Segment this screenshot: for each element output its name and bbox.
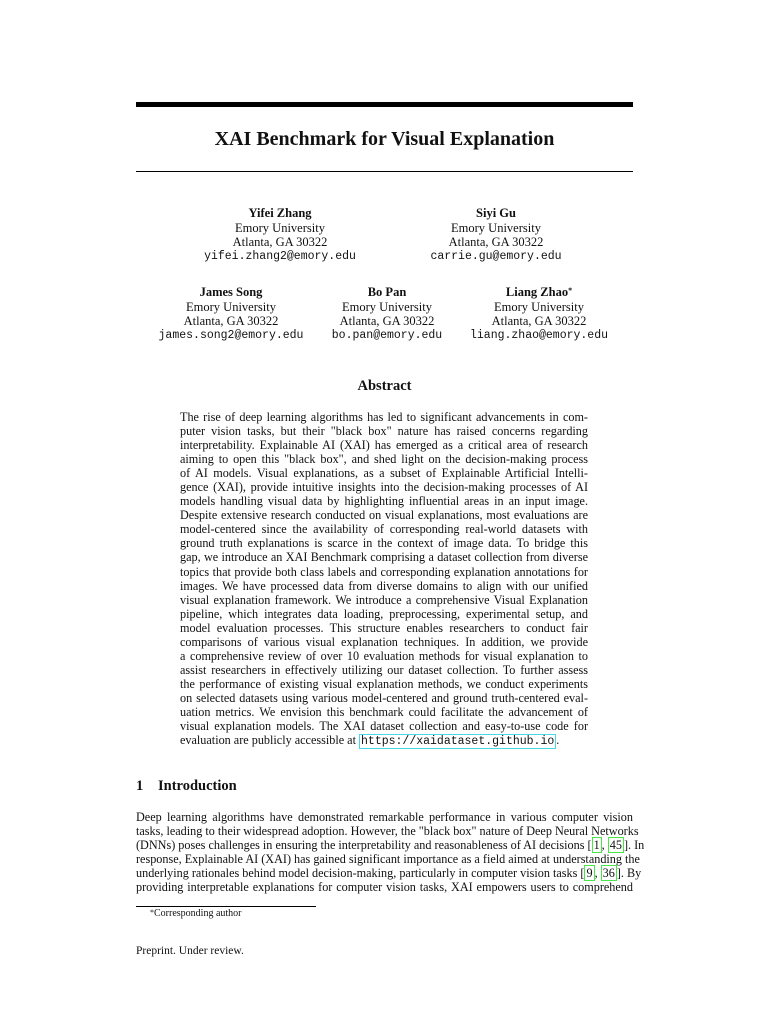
author-location: Atlanta, GA 30322 (232, 235, 328, 249)
section-heading-introduction (136, 778, 237, 795)
author-affiliation: Emory University (235, 220, 325, 235)
author-affiliation: Emory University (451, 220, 541, 235)
abstract-last-line (180, 733, 588, 747)
abstract-line: Despite extensive research conducted on visual explanations, most evaluations are (180, 508, 588, 523)
abstract-line: images. We have processed data from diverse domains to align with our unified (180, 578, 588, 593)
author-location: Atlanta, GA 30322 (491, 314, 587, 328)
abstract-line: aiming to open this "black box", and shed light on the decision-making process (180, 452, 588, 467)
author-location: Atlanta, GA 30322 (339, 314, 435, 328)
citation-link[interactable]: 1 (593, 838, 600, 853)
intro-line: tasks, leading to their widespread adoption. However, the "black box" nature of Deep Neural Networks (136, 824, 639, 839)
abstract-body (180, 410, 588, 747)
author-name: James Song (199, 285, 263, 299)
footnote-text: Corresponding author (154, 908, 242, 919)
intro-text: (DNNs) poses challenges in ensuring the interpretability and reasonableness of AI decisions (136, 838, 588, 853)
author-affiliation: Emory University (342, 299, 432, 314)
abstract-text: evaluation are publicly accessible at (180, 733, 360, 748)
author-email[interactable]: liang.zhao@emory.edu (469, 328, 609, 342)
intro-text: underlying rationales behind model decision-making, particularly in computer vision tasks (136, 866, 581, 881)
abstract-line: model evaluation processes. This structure enables researchers to conduct fair (180, 620, 588, 635)
abstract-line: the performance of existing visual explanation methods, we conduct experiments (180, 676, 588, 691)
footnote (150, 907, 242, 920)
abstract-line: on selected datasets using various model-centered and ground truth-centered eval- (180, 690, 588, 705)
intro-text: , (601, 838, 608, 853)
author-block (146, 285, 316, 343)
intro-line: underlying rationales behind model decision-making, particularly in computer vision tasks [ 9 , 36 ]. By (136, 866, 642, 881)
intro-text: . In (628, 838, 645, 853)
author-name: Bo Pan (367, 285, 407, 299)
author-location: Atlanta, GA 30322 (183, 314, 279, 328)
section-number: 1 (136, 778, 144, 794)
section-title: Introduction (158, 778, 237, 794)
preprint-notice: Preprint. Under review. (136, 945, 244, 957)
abstract-line: visual explanation models. The XAI dataset collection and easy-to-use code for (180, 719, 588, 734)
author-email[interactable]: james.song2@emory.edu (158, 328, 304, 342)
author-name (459, 285, 619, 300)
corresponding-mark: * (568, 286, 573, 295)
title-rule-bottom (136, 171, 633, 172)
abstract-heading: Abstract (357, 378, 412, 394)
abstract-line: model-centered since the availability of corresponding real-world datasets with (180, 522, 588, 537)
abstract-line: ground truth explanations is scarce in the context of image data. To bridge this (180, 536, 588, 551)
author-block (396, 206, 596, 264)
introduction-body (136, 810, 645, 895)
abstract-line: uation metrics. We envision this benchmark could facilitate the advancement of (180, 704, 588, 719)
author-block (459, 285, 619, 343)
citation-link[interactable]: 36 (602, 866, 615, 881)
intro-line: (DNNs) poses challenges in ensuring the interpretability and reasonableness of AI decisions [ 1 , 45 ]. In (136, 838, 645, 853)
abstract-line: visual explanation framework. We introduce a comprehensive Visual Explanation (180, 592, 588, 607)
abstract-line: topics that provide both class labels and corresponding explanation annotations for (180, 564, 588, 579)
intro-text: . By (620, 866, 642, 881)
author-block (312, 285, 462, 343)
intro-line: providing interpretable explanations for computer vision tasks, XAI empowers users to comprehend (136, 880, 633, 895)
author-affiliation: Emory University (494, 299, 584, 314)
abstract-line: gence (XAI), provide intuitive insights into the decision-making processes of AI (180, 480, 588, 495)
author-name-text: Liang Zhao (505, 285, 569, 299)
author-email[interactable]: yifei.zhang2@emory.edu (204, 249, 356, 263)
author-email[interactable]: bo.pan@emory.edu (331, 328, 443, 342)
author-block (180, 206, 380, 264)
citation-link[interactable]: 9 (586, 866, 593, 881)
intro-line: Deep learning algorithms have demonstrated remarkable performance in various computer vision (136, 810, 633, 824)
abstract-line: comparisons of various visual explanation techniques. In addition, we provide (180, 634, 588, 649)
intro-line: response, Explainable AI (XAI) has gained significant importance as a field aimed at understanding the (136, 852, 640, 867)
abstract-line: models handling visual data by highlighting influential areas in an input image. (180, 494, 588, 509)
abstract-line: gap, we introduce an XAI Benchmark comprising a dataset collection from diverse (180, 550, 588, 565)
author-email[interactable]: carrie.gu@emory.edu (430, 249, 562, 263)
footnote-mark: * (150, 908, 154, 917)
citation-link[interactable]: 45 (609, 838, 622, 853)
abstract-line: of AI models. Visual explanations, as a subset of Explainable Artificial Intelli- (180, 466, 588, 481)
abstract-text: . (556, 733, 560, 748)
intro-text: , (594, 866, 601, 881)
abstract-line: interpretability. Explainable AI (XAI) has emerged as a critical area of research (180, 438, 588, 453)
abstract-line: puter vision tasks, but their "black box" nature has raised concerns regarding (180, 424, 588, 439)
abstract-line: a comprehensive review of over 10 evaluation methods for visual explanation to (180, 648, 588, 663)
author-affiliation: Emory University (186, 299, 276, 314)
paper-title: XAI Benchmark for Visual Explanation (214, 128, 555, 150)
author-name: Yifei Zhang (248, 206, 312, 220)
dataset-link[interactable]: https://xaidataset.github.io (361, 735, 555, 749)
abstract-line: The rise of deep learning algorithms has led to significant advancements in com- (180, 410, 588, 424)
abstract-line: assist researchers in effectively utilizing our dataset collection. To further assess (180, 662, 588, 677)
abstract-line: pipeline, which integrates data loading, preprocessing, experimental setup, and (180, 606, 588, 621)
title-rule-top (136, 102, 633, 107)
author-location: Atlanta, GA 30322 (448, 235, 544, 249)
author-name: Siyi Gu (476, 206, 516, 220)
